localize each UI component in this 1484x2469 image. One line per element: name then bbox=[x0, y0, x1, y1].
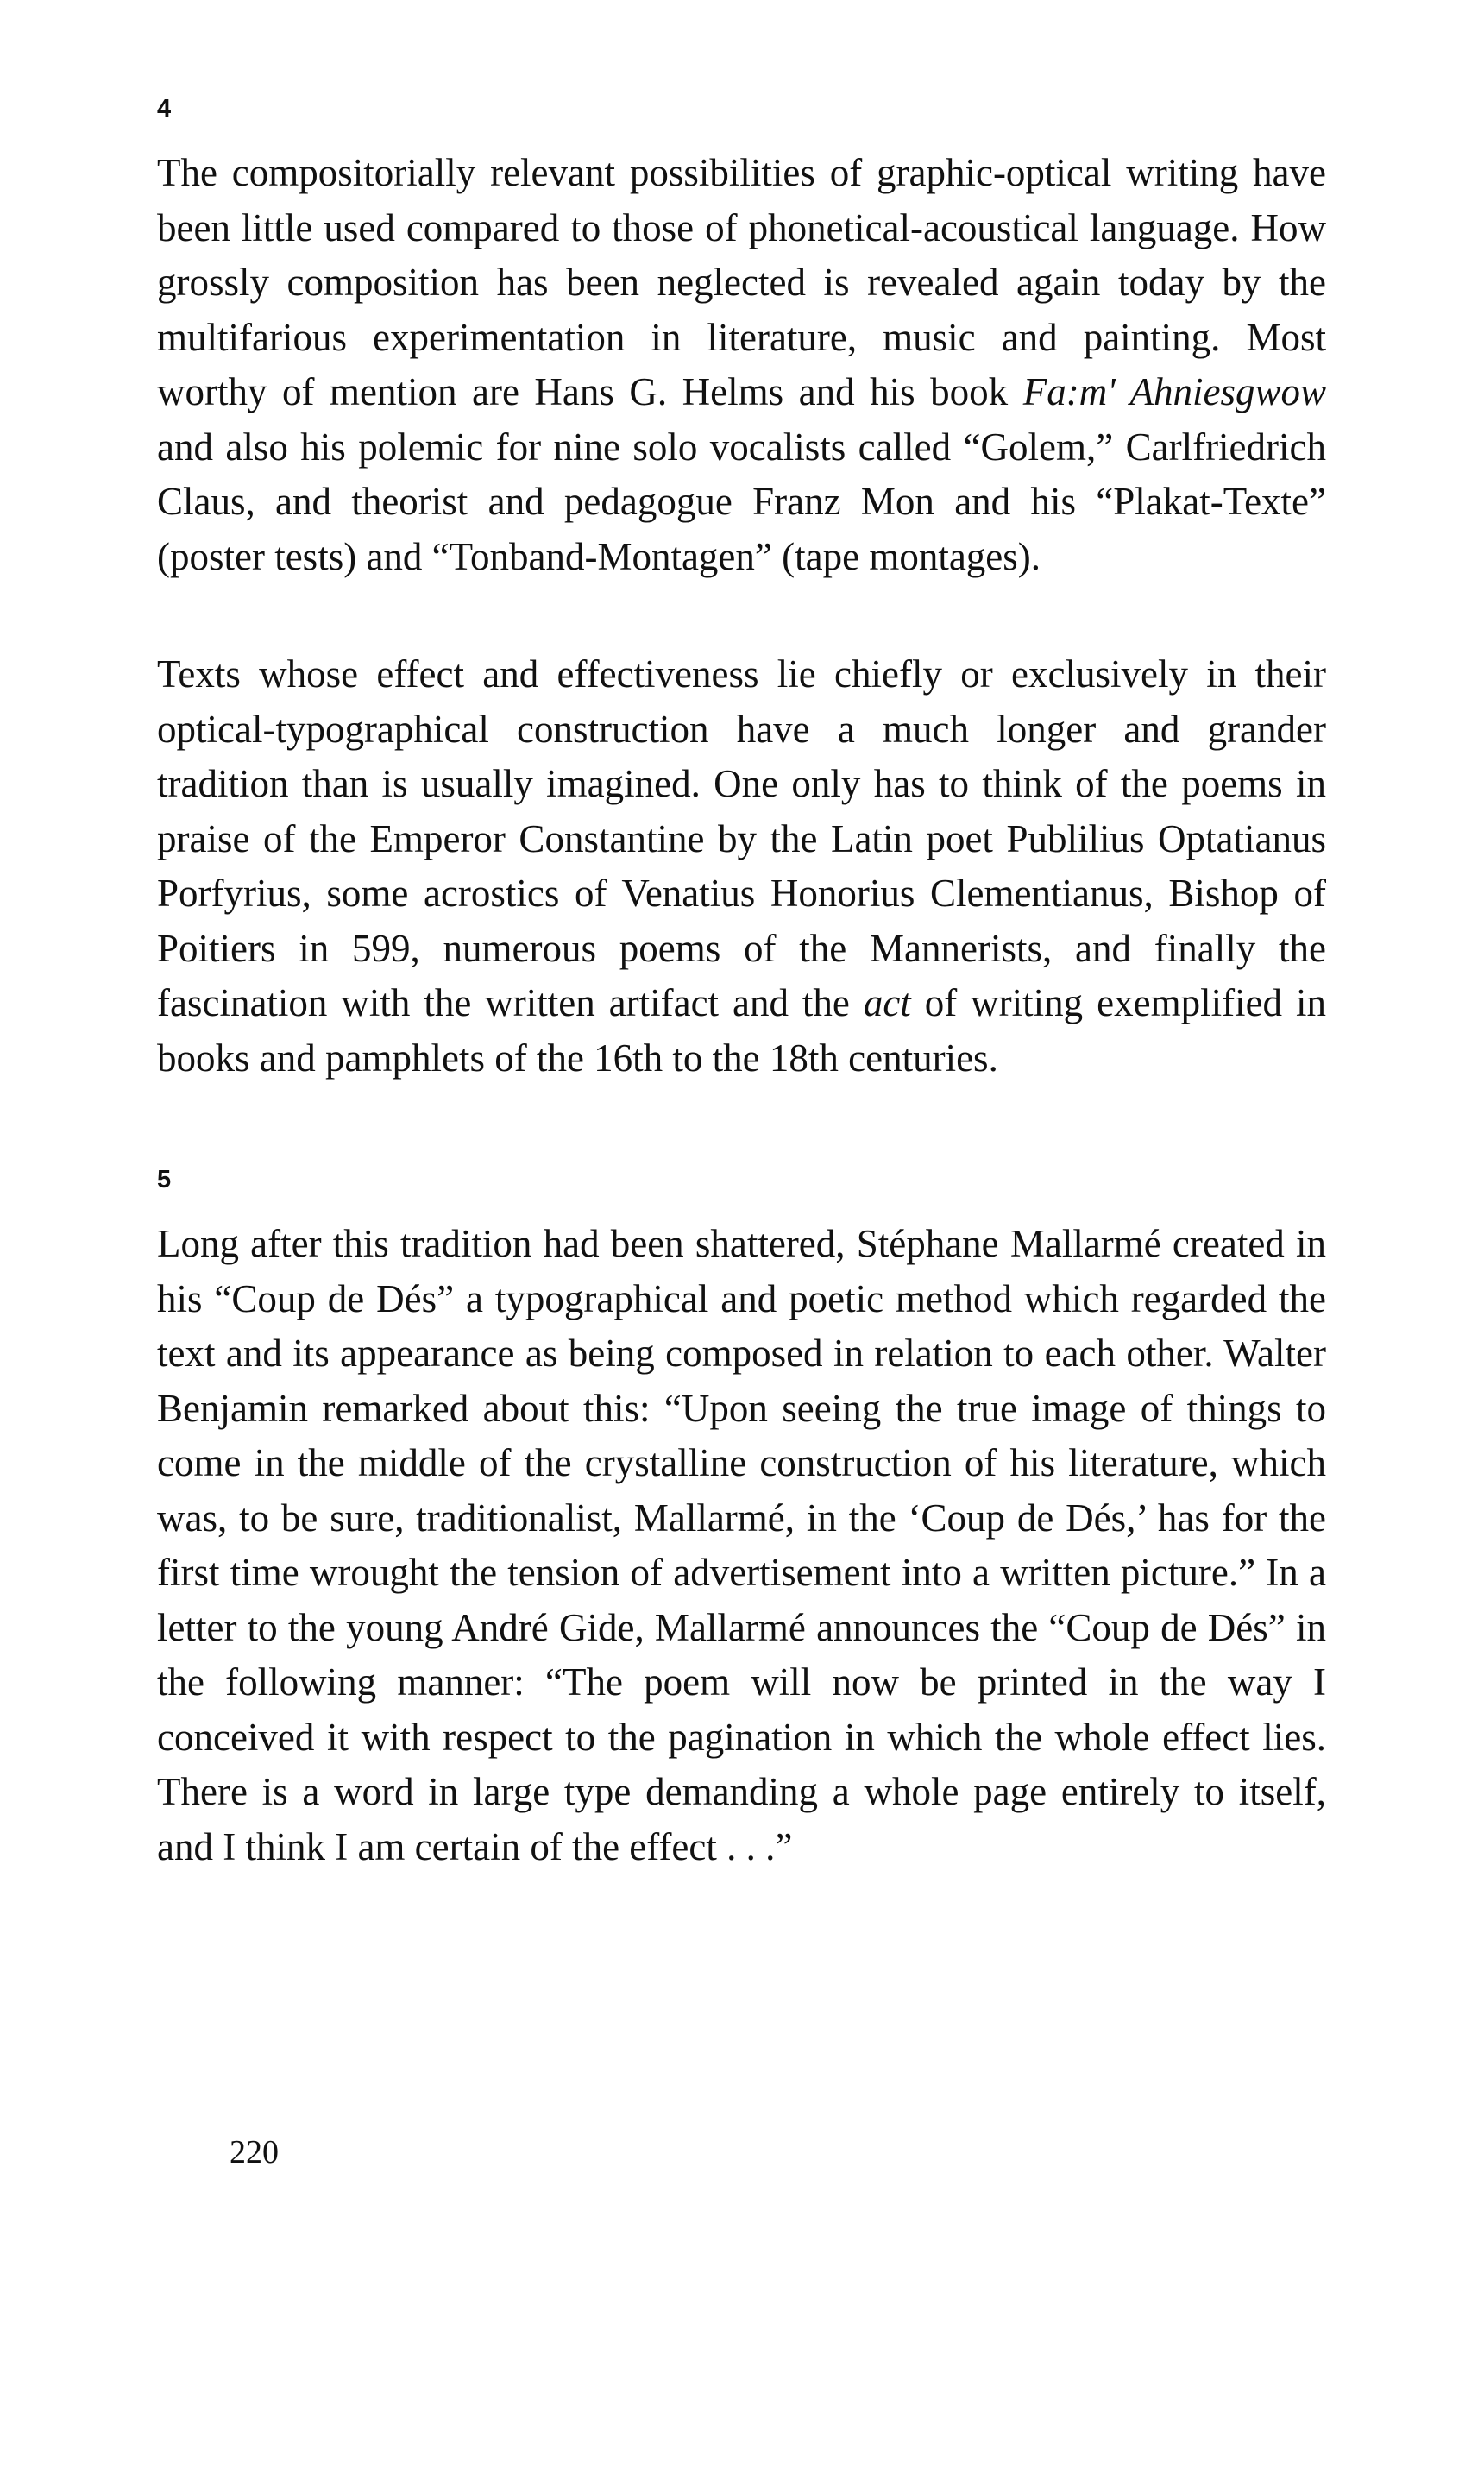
emphasized-word: act bbox=[863, 981, 911, 1024]
paragraph bbox=[157, 647, 1326, 1086]
section-4 bbox=[157, 97, 1326, 1086]
paragraph-text: The compositorially relevant possibilities of graphic-optical writing have been little used compared to those of phonetical-acoustical language. How grossly composition has been neglected is revealed again today by the multifarious experimentation in literature, music and painting. Most worthy of mention are Hans G. Helms and his book bbox=[157, 151, 1326, 413]
book-title: Fa:m' Ahniesgwow bbox=[1022, 370, 1326, 413]
paragraph-text: Long after this tradition had been shattered, Stéphane Mallarmé created in his “Coup de Dés” a typographical and poetic method which regarded the text and its appearance as being composed in relation to each other. Walter Benjamin remarked about this: “Upon seeing the true image of things to come in the middle of the crystalline construction of his literature, which was, to be sure, traditionalist, Mallarmé, in the ‘Coup de Dés,’ has for the first time wrought the tension of advertisement into a written picture.” In a letter to the young André Gide, Mallarmé announces the “Coup de Dés” in the following manner: “The poem will now be printed in the way I conceived it with respect to the pagination in which the whole effect lies. There is a word in large type demanding a whole page entirely to itself, and I think I am certain of the effect . . .” bbox=[157, 1222, 1326, 1868]
section-5 bbox=[157, 1168, 1326, 1874]
page-content bbox=[157, 97, 1326, 1874]
paragraph bbox=[157, 1217, 1326, 1874]
section-number: 5 bbox=[157, 1166, 172, 1194]
paragraph-text: of writing exemplified in books and pamphlets of the 16th to the 18th centuries. bbox=[157, 981, 1326, 1080]
paragraph-text: Texts whose effect and effectiveness lie chiefly or exclusively in their optical-typographical construction have a much longer and grander tradition than is usually imagined. One only has to think of the poems in praise of the Emperor Constantine by the Latin poet Publilius Optatianus Porfyrius, some acrostics of Venatius Honorius Clementianus, Bishop of Poitiers in 599, numerous poems of the Mannerists, and finally the fascination with the written artifact and the bbox=[157, 652, 1326, 1024]
page-number: 220 bbox=[230, 2134, 279, 2170]
section-number: 4 bbox=[157, 95, 172, 123]
paragraph-text: and also his polemic for nine solo vocalists called “Golem,” Carlfriedrich Claus, and theorist and pedagogue Franz Mon and his “Plakat-Texte” (poster tests) and “Tonband-Montagen” (tape montages). bbox=[157, 425, 1326, 578]
paragraph bbox=[157, 146, 1326, 584]
